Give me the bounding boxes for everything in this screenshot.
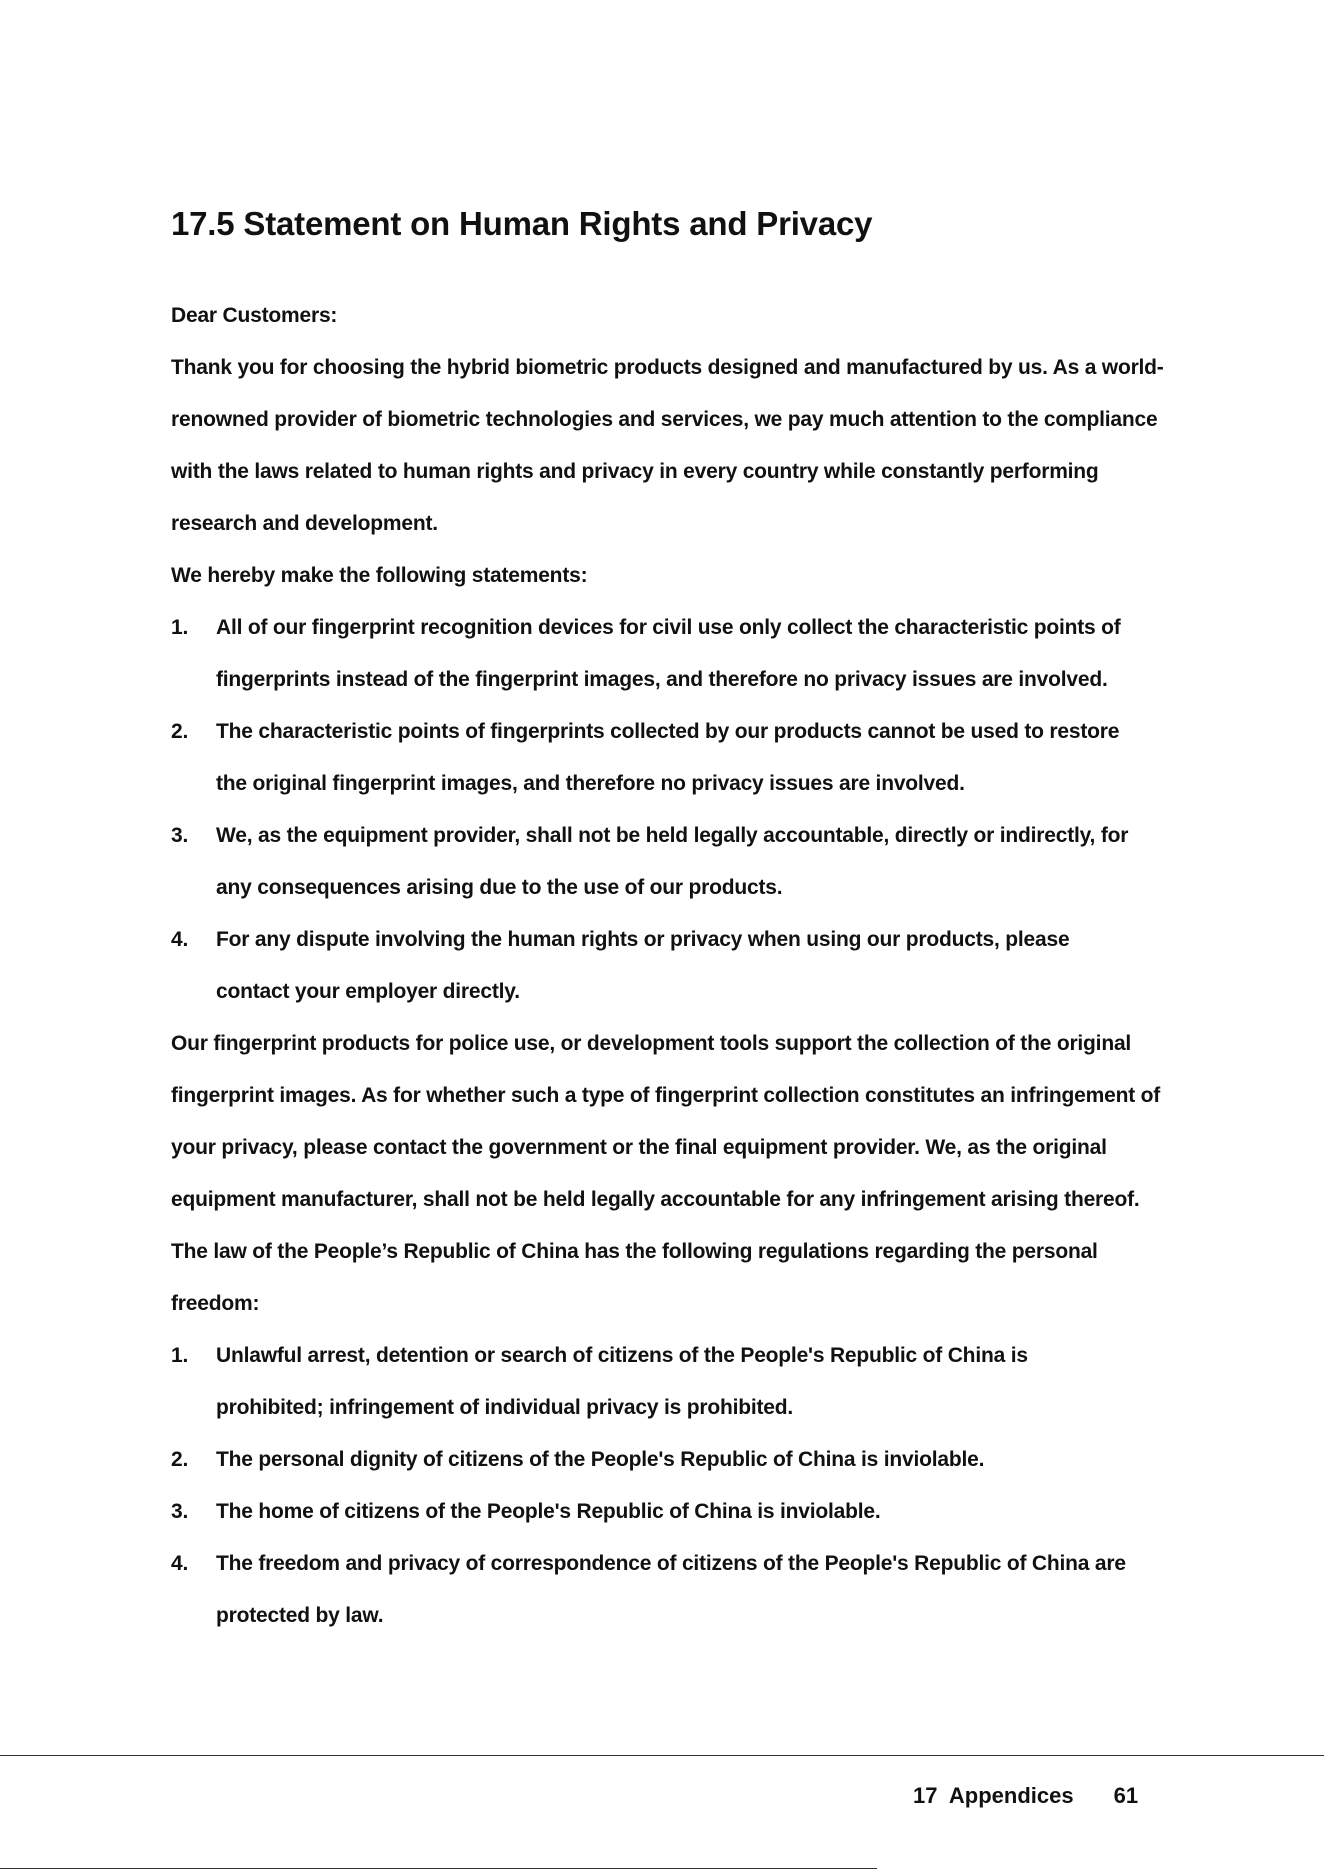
statements-list	[171, 602, 1171, 1018]
list-number: 1.	[171, 1344, 189, 1367]
list-number: 2.	[171, 1448, 189, 1471]
law-items-list	[171, 1330, 1171, 1642]
list-text: The freedom and privacy of correspondence of citizens of the People's Republic of China are protected by law.	[216, 1552, 1126, 1627]
list-item	[171, 810, 1171, 914]
list-text: The home of citizens of the People's Republic of China is inviolable.	[216, 1500, 881, 1523]
page-content	[171, 198, 1171, 1642]
footer-divider	[0, 1755, 1324, 1756]
list-item	[171, 1486, 1171, 1538]
statements-lead: We hereby make the following statements:	[171, 564, 588, 587]
intro-paragraph: Thank you for choosing the hybrid biometric products designed and manufactured by us. As a world-renowned provider of biometric technologies and services, we pay much attention to the compliance with the laws related to human rights and privacy in every country while constantly performing research and development.	[171, 356, 1164, 535]
footer-section-label: 17 Appendices	[913, 1783, 1074, 1808]
list-item	[171, 1330, 1171, 1434]
list-number: 4.	[171, 928, 189, 951]
list-number: 3.	[171, 1500, 189, 1523]
list-text: For any dispute involving the human rights or privacy when using our products, please contact your employer directly.	[216, 928, 1070, 1003]
list-text: Unlawful arrest, detention or search of citizens of the People's Republic of China is prohibited; infringement of individual privacy is prohibited.	[216, 1344, 1028, 1419]
list-number: 2.	[171, 720, 189, 743]
greeting: Dear Customers:	[171, 304, 338, 327]
list-item	[171, 706, 1171, 810]
list-number: 4.	[171, 1552, 189, 1575]
list-number: 1.	[171, 616, 189, 639]
section-heading: 17.5 Statement on Human Rights and Privacy	[171, 205, 873, 242]
bottom-divider	[0, 1868, 877, 1869]
list-item	[171, 602, 1171, 706]
list-number: 3.	[171, 824, 189, 847]
list-text: We, as the equipment provider, shall not be held legally accountable, directly or indirectly, for any consequences arising due to the use of our products.	[216, 824, 1129, 899]
list-text: The characteristic points of fingerprints collected by our products cannot be used to restore the original fingerprint images, and therefore no privacy issues are involved.	[216, 720, 1120, 795]
list-text: The personal dignity of citizens of the People's Republic of China is inviolable.	[216, 1448, 985, 1471]
page-number: 61	[1113, 1783, 1139, 1808]
page-footer	[913, 1778, 1138, 1814]
list-item	[171, 1434, 1171, 1486]
list-item	[171, 1538, 1171, 1642]
list-item	[171, 914, 1171, 1018]
list-text: All of our fingerprint recognition devices for civil use only collect the characteristic points of fingerprints instead of the fingerprint images, and therefore no privacy issues are involved.	[216, 616, 1121, 691]
police-use-paragraph: Our fingerprint products for police use, or development tools support the collection of the original fingerprint images. As for whether such a type of fingerprint collection constitutes an infringement of your privacy, please contact the government or the final equipment provider. We, as the original equipment manufacturer, shall not be held legally accountable for any infringement arising thereof.	[171, 1032, 1161, 1211]
law-lead: The law of the People’s Republic of China has the following regulations regarding the personal freedom:	[171, 1240, 1098, 1315]
